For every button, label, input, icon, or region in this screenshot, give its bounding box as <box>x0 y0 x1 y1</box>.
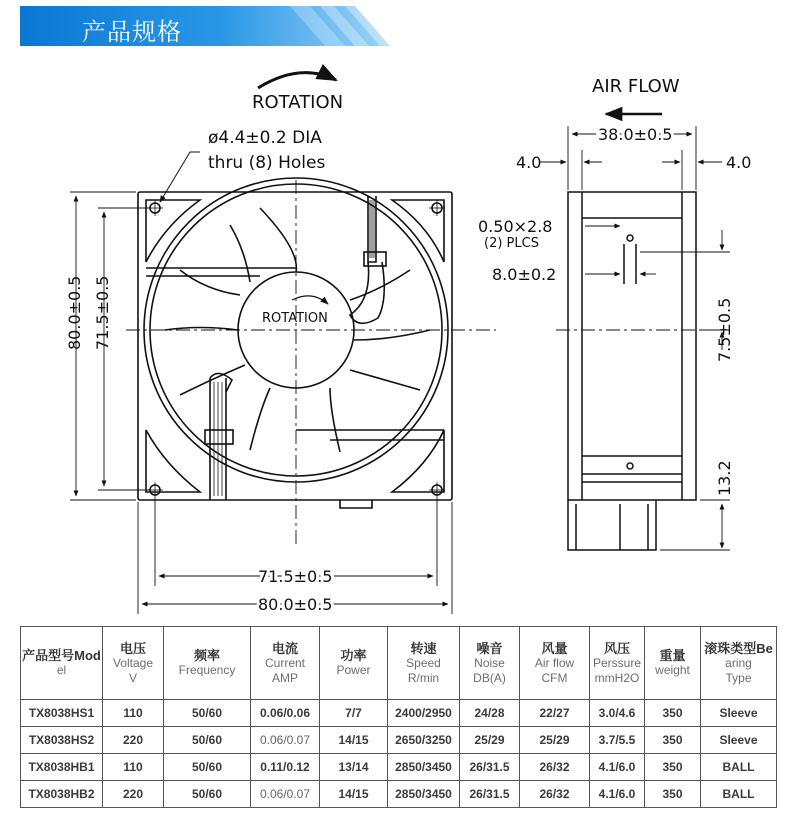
header-cn-label: 产品型号Mod <box>22 648 101 663</box>
header-cn-label: 电压 <box>119 640 146 656</box>
dim-terminal-spacing: 8.0±0.2 <box>492 265 557 284</box>
table-cell: 110 <box>103 700 164 727</box>
table-cell: 50/60 <box>164 700 251 727</box>
inner-rotation-label: ROTATION <box>262 311 328 326</box>
table-cell: 350 <box>645 754 701 781</box>
table-header-cell <box>520 627 590 700</box>
dim-terminal-size: 0.50×2.8 <box>478 217 553 236</box>
table-cell: TX8038HS2 <box>21 727 103 754</box>
table-cell: 0.06/0.07 <box>251 727 320 754</box>
table-cell: 14/15 <box>320 727 388 754</box>
rotation-label: ROTATION <box>252 92 344 113</box>
dim-terminal-qty: (2) PLCS <box>484 236 539 251</box>
table-header-cell <box>645 627 701 700</box>
table-row <box>21 700 777 727</box>
header-cn-label: 功率 <box>340 648 367 663</box>
inner-rotation-arrow <box>292 296 328 304</box>
dim-flange-left: 4.0 <box>516 153 542 172</box>
banner-title: 产品规格 <box>82 18 182 46</box>
table-cell: 50/60 <box>164 754 251 781</box>
table-header-cell <box>388 627 460 700</box>
dim-terminal-offset: 7.5±0.5 <box>715 297 734 362</box>
header-cn-label: 频率 <box>193 648 220 663</box>
table-cell: 26/31.5 <box>460 754 520 781</box>
table-cell: 50/60 <box>164 727 251 754</box>
table-cell: 2850/3450 <box>388 754 460 781</box>
table-cell: 0.06/0.07 <box>251 781 320 808</box>
dim-height-outer: 80.0±0.5 <box>65 275 84 350</box>
spec-table <box>20 626 777 808</box>
header-cn-label: 滚珠类型Be <box>704 640 773 656</box>
table-header-cell <box>164 627 251 700</box>
header-cn-label: 风压 <box>603 640 630 656</box>
table-cell: 22/27 <box>520 700 590 727</box>
table-header-cell <box>320 627 388 700</box>
hole-note-line1: ø4.4±0.2 DIA <box>208 128 322 148</box>
table-cell: 2650/3250 <box>388 727 460 754</box>
table-cell: 50/60 <box>164 781 251 808</box>
table-cell: 3.0/4.6 <box>590 700 645 727</box>
table-cell: 3.7/5.5 <box>590 727 645 754</box>
dim-depth: 38.0±0.5 <box>598 125 673 144</box>
airflow-label: AIR FLOW <box>592 76 680 97</box>
table-cell: TX8038HB2 <box>21 781 103 808</box>
table-header-cell <box>701 627 777 700</box>
header-cn-label: 重量 <box>659 648 686 663</box>
table-cell: 26/32 <box>520 754 590 781</box>
table-cell: 24/28 <box>460 700 520 727</box>
dim-bottom: 13.2 <box>715 460 734 496</box>
table-header-cell <box>21 627 103 700</box>
table-cell: 4.1/6.0 <box>590 754 645 781</box>
table-cell: 0.06/0.06 <box>251 700 320 727</box>
table-cell: BALL <box>701 754 777 781</box>
dim-width-outer: 80.0±0.5 <box>258 595 333 614</box>
table-cell: BALL <box>701 781 777 808</box>
table-cell: TX8038HB1 <box>21 754 103 781</box>
header-cn-label: 噪音 <box>476 640 503 656</box>
header-en-label: Air flow CFM <box>534 655 575 685</box>
table-cell: 110 <box>103 754 164 781</box>
header-cn-label: 风量 <box>541 640 568 656</box>
table-cell: 25/29 <box>460 727 520 754</box>
header-en-label: Current AMP <box>264 655 305 685</box>
table-cell: Sleeve <box>701 700 777 727</box>
rotation-arrow <box>258 73 336 88</box>
table-cell: 7/7 <box>320 700 388 727</box>
header-en-label: aring Type <box>725 655 752 685</box>
header-cn-label: 转速 <box>410 640 437 656</box>
header-en-label: weight <box>655 663 690 677</box>
side-view <box>568 192 696 550</box>
wire-hatching <box>214 200 374 496</box>
table-cell: 25/29 <box>520 727 590 754</box>
table-header-cell <box>590 627 645 700</box>
table-cell: 350 <box>645 781 701 808</box>
table-cell: Sleeve <box>701 727 777 754</box>
header-en-label: Frequency <box>178 663 236 677</box>
header-en-label: Noise DB(A) <box>473 655 506 685</box>
table-body <box>21 700 777 808</box>
table-cell: 13/14 <box>320 754 388 781</box>
table-header-row <box>21 627 777 700</box>
table-row <box>21 781 777 808</box>
table-cell: 0.11/0.12 <box>251 754 320 781</box>
table-cell: TX8038HS1 <box>21 700 103 727</box>
header-cn-label: 电流 <box>271 640 298 656</box>
table-cell: 220 <box>103 781 164 808</box>
header-en-label: Voltage V <box>112 655 154 685</box>
table-header-cell <box>103 627 164 700</box>
header-en-label: Speed R/min <box>406 655 441 685</box>
header-en-label: el <box>56 663 67 677</box>
table-cell: 2850/3450 <box>388 781 460 808</box>
front-view <box>138 178 452 508</box>
table-row <box>21 754 777 781</box>
hole-note-leader <box>160 152 200 202</box>
dim-flange-right: 4.0 <box>726 153 752 172</box>
table-cell: 350 <box>645 727 701 754</box>
table-cell: 14/15 <box>320 781 388 808</box>
table-header-cell <box>251 627 320 700</box>
dim-height-inner: 71.5±0.5 <box>93 275 112 350</box>
dim-width-inner: 71.5±0.5 <box>258 567 333 586</box>
table-header-cell <box>460 627 520 700</box>
header-en-label: Perssure mmH2O <box>592 655 642 685</box>
table-cell: 4.1/6.0 <box>590 781 645 808</box>
table-row <box>21 727 777 754</box>
table-cell: 220 <box>103 727 164 754</box>
header-en-label: Power <box>336 663 371 677</box>
hole-note-line2: thru (8) Holes <box>208 153 326 173</box>
table-cell: 26/32 <box>520 781 590 808</box>
table-cell: 26/31.5 <box>460 781 520 808</box>
table-cell: 2400/2950 <box>388 700 460 727</box>
table-cell: 350 <box>645 700 701 727</box>
